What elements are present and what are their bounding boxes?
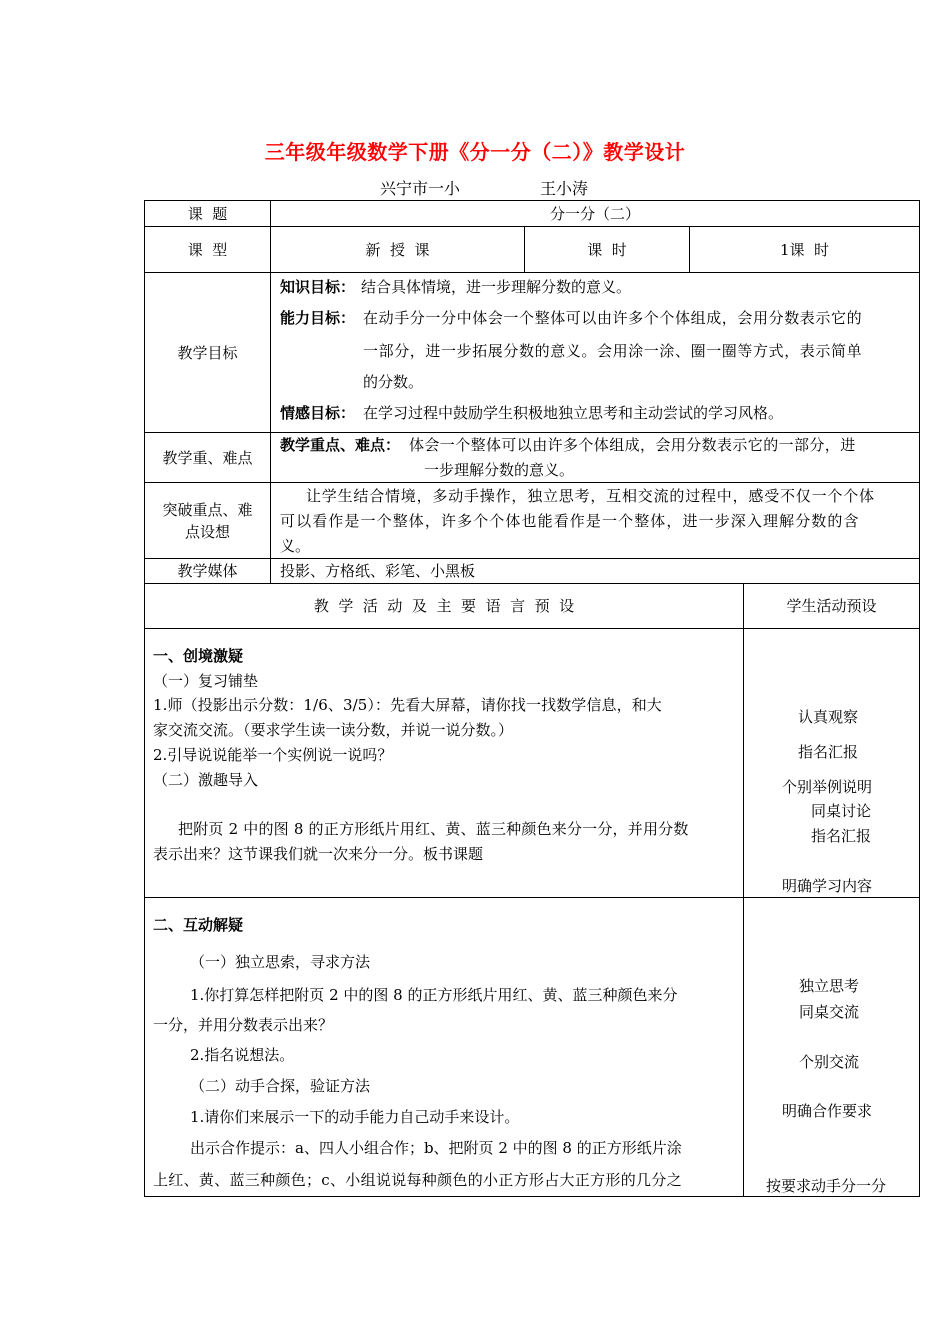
period-label: 课 时 <box>587 240 627 259</box>
topic-value: 分一分（二） <box>549 204 640 223</box>
lesson-text-line: 2.指名说想法。 <box>190 1046 295 1064</box>
key-points-bold: 教学重点、难点： <box>280 436 401 454</box>
lesson-text-line: 一分，并用分数表示出来？ <box>153 1016 334 1034</box>
subsection-heading: （一）独立思索，寻求方法 <box>190 953 371 971</box>
emotion-goal-text: 在学习过程中鼓励学生积极地独立思考和主动尝试的学习风格。 <box>363 404 784 422</box>
lesson-text-line: 上红、黄、蓝三种颜色；c、小组说说每种颜色的小正方形占大正方形的几分之 <box>153 1171 682 1189</box>
lesson-text-line: 2.引导说说能举一个实例说一说吗？ <box>153 746 393 764</box>
ability-goal-line: 的分数。 <box>363 373 424 391</box>
table-rule <box>919 200 920 1197</box>
lesson-text-line: 出示合作提示：a、四人小组合作；b、把附页 2 中的图 8 的正方形纸片涂 <box>190 1139 682 1157</box>
media-label: 教学媒体 <box>177 562 238 580</box>
student-activity: 指名汇报 <box>811 827 872 845</box>
table-rule <box>743 583 744 1197</box>
ability-goal-line: 一部分，进一步拓展分数的意义。会用涂一涂、圈一圈等方式，表示简单 <box>363 342 863 360</box>
table-rule <box>144 897 920 898</box>
key-points-line: 一步理解分数的意义。 <box>424 461 575 479</box>
subsection-heading: （一）复习铺垫 <box>153 672 259 690</box>
student-activity-header: 学生活动预设 <box>786 597 877 615</box>
lesson-text-line: 1.请你们来展示一下的动手能力自己动手来设计。 <box>190 1108 520 1126</box>
emotion-goal-label: 情感目标： <box>280 404 356 422</box>
student-activity: 个别交流 <box>799 1053 860 1071</box>
type-value: 新 授 课 <box>365 240 430 259</box>
student-activity: 指名汇报 <box>798 743 859 761</box>
lesson-text-line: 家交流交流。（要求学生读一读分数，并说一说分数。） <box>153 721 514 739</box>
period-value: 1课 时 <box>779 240 830 259</box>
type-label: 课 型 <box>187 240 228 259</box>
breakthrough-label-line: 突破重点、难 <box>162 500 253 519</box>
lesson-text-line: 把附页 2 中的图 8 的正方形纸片用红、黄、蓝三种颜色来分一分，并用分数 <box>178 820 689 838</box>
topic-label: 课 题 <box>187 204 228 223</box>
knowledge-goal-text: 结合具体情境，进一步理解分数的意义。 <box>361 278 632 296</box>
table-rule <box>144 628 920 629</box>
lesson-text-line: 1.师（投影出示分数：1/6、3/5）：先看大屏幕，请你找一找数学信息，和大 <box>153 696 662 714</box>
student-activity: 明确合作要求 <box>782 1102 873 1120</box>
breakthrough-line: 义。 <box>280 537 311 555</box>
student-activity: 按要求动手分一分 <box>766 1177 887 1195</box>
ability-goal-line: 在动手分一分中体会一个整体可以由许多个个体组成，会用分数表示它的 <box>363 309 863 327</box>
breakthrough-label-line: 点设想 <box>184 522 230 541</box>
lesson-text-line: 1.你打算怎样把附页 2 中的图 8 的正方形纸片用红、黄、蓝三种颜色来分 <box>190 986 678 1004</box>
teacher-name: 王小涛 <box>540 179 589 198</box>
key-points-label: 教学重、难点 <box>162 448 253 467</box>
breakthrough-line: 可以看作是一个整体，许多个个体也能看作是一个整体，进一步深入理解分数的含 <box>280 512 860 530</box>
student-activity: 明确学习内容 <box>782 877 873 895</box>
key-points-line: 体会一个整体可以由许多个体组成，会用分数表示它的一部分，进 <box>409 436 856 454</box>
student-activity: 认真观察 <box>798 708 859 726</box>
media-value: 投影、方格纸、彩笔、小黑板 <box>280 562 476 580</box>
student-activity: 同桌讨论 <box>811 802 872 820</box>
knowledge-goal-label: 知识目标： <box>280 278 356 296</box>
student-activity: 个别举例说明 <box>782 778 873 796</box>
goals-label: 教学目标 <box>177 343 238 362</box>
student-activity: 独立思考 <box>799 977 860 995</box>
subsection-heading: （二）动手合探，验证方法 <box>190 1077 371 1095</box>
ability-goal-label: 能力目标： <box>280 309 356 327</box>
breakthrough-label <box>145 483 270 558</box>
school-name: 兴宁市一小 <box>380 179 461 198</box>
section-heading: 二、互动解疑 <box>153 916 244 934</box>
teacher-activity-header: 教 学 活 动 及 主 要 语 言 预 设 <box>313 597 575 615</box>
lesson-text-line: 表示出来？这节课我们就一次来分一分。板书课题 <box>153 845 484 863</box>
breakthrough-line: 让学生结合情境，多动手操作，独立思考，互相交流的过程中，感受不仅一个个体 <box>306 487 875 505</box>
subsection-heading: （二）激趣导入 <box>153 771 259 789</box>
page-title: 三年级年级数学下册《分一分（二）》教学设计 <box>264 140 686 164</box>
student-activity: 同桌交流 <box>799 1003 860 1021</box>
section-heading: 一、创境激疑 <box>153 647 244 665</box>
author-line <box>380 176 588 199</box>
